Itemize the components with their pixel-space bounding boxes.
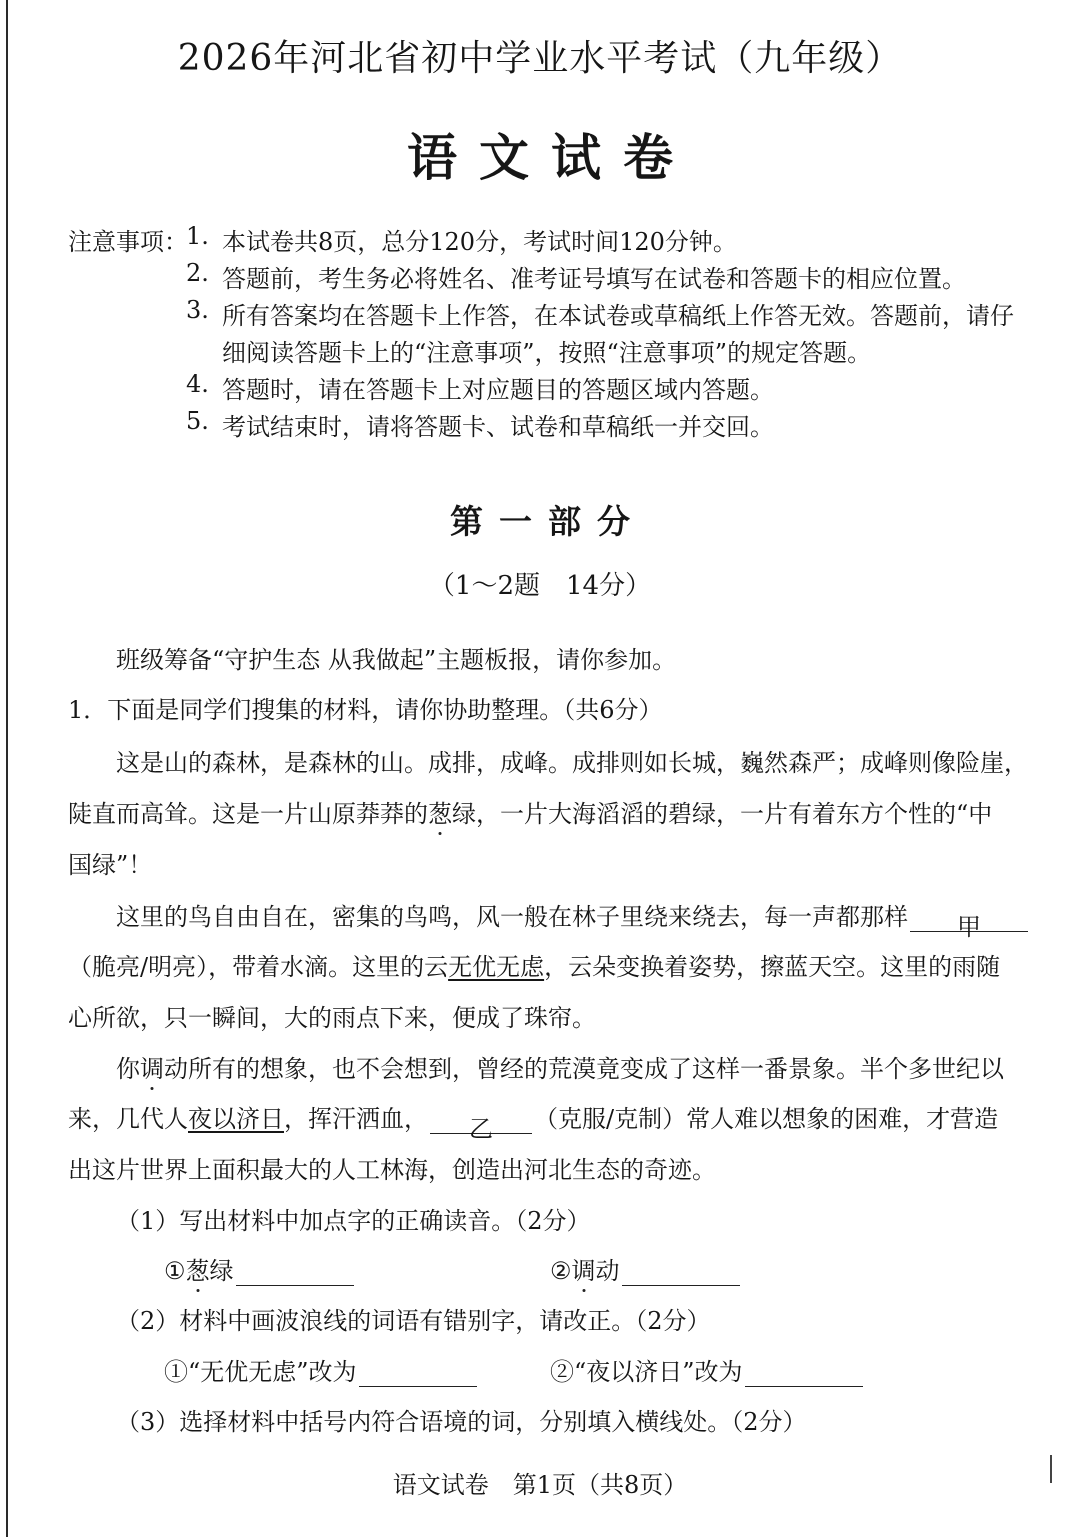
note-number: 1. bbox=[186, 222, 209, 250]
part-intro: 班级筹备“守护生态 从我做起”主题板报，请你参加。 bbox=[116, 646, 677, 674]
text-segment: 绿，一片大海滔滔的碧绿，一片有着东方个性的“中 bbox=[452, 800, 993, 828]
note-number: 2. bbox=[186, 259, 209, 287]
note-text: 细阅读答题卡上的“注意事项”，按照“注意事项”的规定答题。 bbox=[222, 339, 872, 367]
text-segment: 你 bbox=[116, 1055, 140, 1083]
note-text: 考试结束时，请将答题卡、试卷和草稿纸一并交回。 bbox=[222, 413, 774, 441]
answer-blank[interactable] bbox=[622, 1261, 740, 1286]
dotted-char: 葱 bbox=[428, 794, 452, 829]
text-segment: ①“无优无虑”改为 bbox=[164, 1358, 357, 1386]
text-segment: （脆亮/明亮），带着水滴。这里的云 bbox=[68, 953, 449, 981]
text-segment: 陡直而高耸。这是一片山原莽莽的 bbox=[68, 800, 428, 828]
subquestion-2-item-a bbox=[164, 1352, 479, 1387]
material-para1-line3: 国绿”！ bbox=[68, 851, 153, 879]
subquestion-1-item-a bbox=[164, 1251, 356, 1286]
notes-label: 注意事项： bbox=[68, 228, 188, 256]
blank-yi: 乙 bbox=[430, 1109, 532, 1134]
part-title: 第一部分 bbox=[450, 502, 646, 541]
subquestion-3-stem: （3）选择材料中括号内符合语境的词，分别填入横线处。（2分） bbox=[116, 1408, 807, 1436]
dotted-char: 调 bbox=[140, 1049, 164, 1084]
dotted-char: 葱 bbox=[186, 1251, 210, 1286]
material-para2-line2 bbox=[68, 947, 1000, 982]
question-1-stem: 1．下面是同学们搜集的材料，请你协助整理。（共6分） bbox=[68, 696, 663, 724]
text-segment: ②“夜以济日”改为 bbox=[550, 1358, 743, 1386]
item-marker: ② bbox=[550, 1257, 572, 1285]
subquestion-1-item-b bbox=[550, 1251, 742, 1286]
part-subtitle: （1～2题 14分） bbox=[428, 571, 652, 601]
note-number: 3. bbox=[186, 296, 209, 324]
material-para1-line2 bbox=[68, 794, 992, 829]
answer-blank[interactable] bbox=[359, 1362, 477, 1387]
item-marker: ① bbox=[164, 1257, 186, 1285]
text-segment: ，挥汗洒血， bbox=[284, 1105, 428, 1133]
note-number: 5. bbox=[186, 407, 209, 435]
note-text: 答题时，请在答题卡上对应题目的答题区域内答题。 bbox=[222, 376, 774, 404]
exam-title: 2026年河北省初中学业水平考试（九年级） bbox=[177, 38, 903, 79]
blank-jia: 甲 bbox=[910, 907, 1028, 932]
text-segment: 来，几代人 bbox=[68, 1105, 188, 1133]
text-segment: 动所有的想象，也不会想到，曾经的荒漠竟变成了这样一番景象。半个多世纪以 bbox=[164, 1055, 1004, 1083]
subquestion-2-item-b bbox=[550, 1352, 865, 1387]
paper-title: 语文试卷 bbox=[407, 128, 695, 187]
scan-edge-line bbox=[6, 0, 8, 1537]
wavy-underlined-word: 夜以济日 bbox=[188, 1105, 284, 1133]
material-para2-line1 bbox=[116, 897, 1030, 941]
dotted-char: 调 bbox=[572, 1251, 596, 1286]
page-footer: 语文试卷 第1页（共8页） bbox=[392, 1471, 688, 1499]
note-text: 所有答案均在答题卡上作答，在本试卷或草稿纸上作答无效。答题前，请仔 bbox=[222, 302, 1014, 330]
text-segment: 动 bbox=[595, 1257, 620, 1285]
note-number: 4. bbox=[186, 370, 209, 398]
material-para1-line1: 这是山的森林，是森林的山。成排，成峰。成排则如长城，巍然森严；成峰则像险崖， bbox=[116, 749, 1028, 777]
text-segment: 绿 bbox=[209, 1257, 234, 1285]
text-segment: （克服/克制）常人难以想象的困难，才营造 bbox=[534, 1105, 999, 1133]
note-text: 本试卷共8页，总分120分，考试时间120分钟。 bbox=[222, 228, 737, 256]
answer-blank[interactable] bbox=[745, 1362, 863, 1387]
text-segment: 这里的鸟自由自在，密集的鸟鸣，风一般在林子里绕来绕去，每一声都那样 bbox=[116, 903, 908, 931]
text-segment: ，云朵变换着姿势，擦蓝天空。这里的雨随 bbox=[544, 953, 1001, 981]
note-text: 答题前，考生务必将姓名、准考证号填写在试卷和答题卡的相应位置。 bbox=[222, 265, 966, 293]
material-para3-line3: 出这片世界上面积最大的人工林海，创造出河北生态的奇迹。 bbox=[68, 1156, 716, 1184]
subquestion-2-stem: （2）材料中画波浪线的词语有错别字，请改正。（2分） bbox=[116, 1307, 711, 1335]
subquestion-1-stem: （1）写出材料中加点字的正确读音。（2分） bbox=[116, 1207, 591, 1235]
wavy-underlined-word: 无优无虑 bbox=[448, 953, 545, 981]
material-para3-line2 bbox=[68, 1099, 999, 1143]
answer-blank[interactable] bbox=[236, 1261, 354, 1286]
material-para3-line1 bbox=[116, 1049, 1004, 1084]
material-para2-line3: 心所欲，只一瞬间，大的雨点下来，便成了珠帘。 bbox=[68, 1004, 596, 1032]
